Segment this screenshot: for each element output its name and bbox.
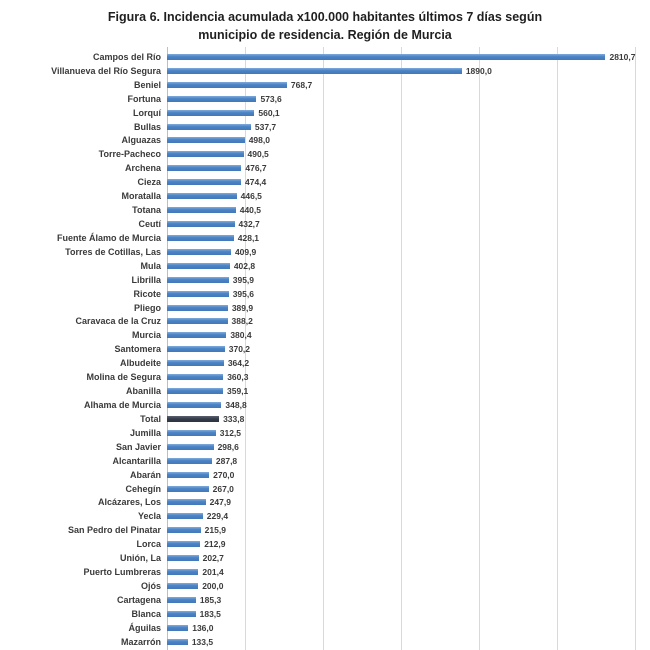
bar-track [167, 64, 650, 78]
value-label: 348,8 [225, 400, 247, 410]
bar-row [0, 621, 650, 635]
category-label: Abanilla [125, 386, 161, 397]
bar-track [167, 245, 650, 259]
bar-row [0, 106, 650, 120]
value-label: 476,7 [245, 163, 267, 174]
value-label: 183,5 [199, 608, 221, 619]
category-label: Mula [140, 260, 161, 271]
bar-track [167, 315, 650, 329]
bar-track [167, 134, 650, 148]
bar-track [167, 496, 650, 510]
bar-row [0, 579, 650, 593]
value-bar [167, 583, 198, 589]
bar-track [167, 607, 650, 621]
bar-row [0, 342, 650, 356]
category-label: Blanca [131, 608, 161, 619]
value-label: 395,9 [232, 274, 255, 285]
category-label: Fuente Álamo de Murcia [56, 232, 161, 243]
value-label: 267,0 [212, 483, 234, 494]
value-bar [167, 110, 254, 116]
value-bar [167, 249, 231, 255]
value-label: 380,4 [230, 330, 252, 341]
value-label: 360,3 [227, 372, 249, 383]
bar-track [167, 384, 650, 398]
bar-track [167, 509, 650, 523]
value-label: 212,9 [204, 539, 226, 550]
value-bar [167, 611, 196, 617]
value-label: 440,5 [239, 205, 261, 216]
category-label: Ceutí [138, 219, 161, 230]
value-label: 185,3 [199, 594, 222, 605]
category-label: Bullas [133, 121, 161, 132]
category-label: San Javier [115, 441, 161, 452]
bar-track [167, 120, 650, 134]
value-bar [167, 263, 230, 269]
category-label: Alhama de Murcia [83, 400, 161, 410]
category-label: Mazarrón [120, 636, 161, 647]
bar-track [167, 551, 650, 565]
value-bar [167, 221, 235, 227]
value-label: 287,8 [215, 455, 238, 466]
bar-row [0, 245, 650, 259]
value-label: 1890,0 [465, 65, 492, 76]
value-label: 312,5 [219, 427, 242, 438]
bar-row [0, 161, 650, 175]
value-bar [167, 54, 605, 60]
value-label: 133,5 [191, 636, 214, 647]
bar-row [0, 301, 650, 315]
bar-row [0, 440, 650, 454]
bar-row [0, 189, 650, 203]
value-label: 537,7 [254, 121, 277, 132]
value-bar [167, 374, 223, 380]
category-label: Yecla [137, 511, 161, 522]
value-bar [167, 277, 229, 283]
value-bar [167, 486, 209, 492]
bar-row [0, 78, 650, 92]
value-bar [167, 235, 234, 241]
bar-row [0, 120, 650, 134]
bar-row [0, 175, 650, 189]
bar-row [0, 147, 650, 161]
value-label: 202,7 [202, 553, 224, 564]
value-label: 247,9 [209, 497, 231, 508]
value-bar [167, 179, 241, 185]
value-bar [167, 82, 287, 88]
bar-track [167, 189, 650, 203]
bar-track [167, 635, 650, 649]
bar-track [167, 454, 650, 468]
bar-track [167, 259, 650, 273]
value-bar [167, 193, 237, 199]
bar-row [0, 231, 650, 245]
bar-row [0, 356, 650, 370]
value-bar [167, 165, 241, 171]
value-bar [167, 499, 206, 505]
value-label: 215,9 [204, 525, 226, 536]
value-label: 402,8 [233, 260, 256, 271]
bar-track [167, 398, 650, 412]
category-label: Murcia [131, 330, 161, 341]
category-label: Moratalla [121, 191, 161, 202]
bar-chart [0, 50, 650, 650]
bar-track [167, 273, 650, 287]
category-label: Villanueva del Río Segura [51, 65, 161, 76]
value-bar [167, 346, 225, 352]
bar-track [167, 342, 650, 356]
bar-row [0, 203, 650, 217]
category-label: Ricote [133, 288, 161, 299]
value-label: 409,9 [234, 246, 257, 257]
category-label: Alguazas [121, 135, 161, 146]
category-label: Pliego [133, 302, 161, 313]
value-bar [167, 124, 251, 130]
bar-track [167, 217, 650, 231]
value-label: 388,2 [231, 316, 253, 327]
bar-track [167, 621, 650, 635]
chart-title-line1: Figura 6. Incidencia acumulada x100.000 habitantes últimos 7 días según [107, 10, 543, 24]
value-label: 136,0 [192, 622, 214, 633]
bar-track [167, 328, 650, 342]
value-label: 560,1 [258, 107, 280, 118]
bar-track [167, 203, 650, 217]
value-bar [167, 513, 203, 519]
bar-row [0, 482, 650, 496]
value-bar [167, 458, 212, 464]
value-bar [167, 444, 214, 450]
category-label: Lorca [136, 539, 161, 550]
category-label: Cieza [137, 177, 161, 188]
bar-track [167, 92, 650, 106]
value-bar [167, 318, 228, 324]
value-bar [167, 569, 198, 575]
value-bar [167, 555, 199, 561]
category-label: Abarán [129, 469, 161, 480]
category-label: Archena [124, 163, 161, 174]
value-label: 490,5 [247, 149, 269, 160]
category-label: Santomera [114, 344, 161, 355]
category-label: Cartagena [116, 594, 161, 605]
value-label: 428,1 [237, 232, 260, 243]
value-bar [167, 639, 188, 645]
value-label: 333,8 [223, 413, 245, 424]
bar-rows [0, 50, 650, 649]
value-bar [167, 402, 221, 408]
value-bar [167, 472, 209, 478]
bar-row [0, 454, 650, 468]
category-label: Torres de Cotillas, Las [65, 246, 161, 257]
bar-row [0, 565, 650, 579]
category-label: Molina de Segura [86, 372, 161, 383]
category-label: Albudeite [119, 358, 161, 369]
value-label: 359,1 [227, 386, 249, 397]
bar-track [167, 468, 650, 482]
bar-track [167, 440, 650, 454]
category-label: Fortuna [127, 93, 161, 104]
value-label: 229,4 [206, 511, 229, 522]
category-label: Total [140, 413, 161, 424]
bar-row [0, 551, 650, 565]
value-bar [167, 305, 228, 311]
bar-row [0, 259, 650, 273]
category-label: Puerto Lumbreras [83, 567, 161, 578]
bar-row [0, 134, 650, 148]
category-label: Unión, La [120, 553, 161, 564]
bar-row [0, 593, 650, 607]
value-bar [167, 625, 188, 631]
category-label: Ojós [140, 580, 161, 591]
bar-row [0, 412, 650, 426]
value-bar [167, 68, 462, 74]
bar-row [0, 523, 650, 537]
bar-track [167, 482, 650, 496]
value-bar [167, 388, 223, 394]
value-label: 2810,7 [609, 51, 636, 62]
bar-track [167, 356, 650, 370]
bar-track [167, 106, 650, 120]
bar-row [0, 468, 650, 482]
bar-row [0, 64, 650, 78]
value-bar [167, 291, 229, 297]
bar-track [167, 426, 650, 440]
bar-row [0, 50, 650, 64]
bar-row [0, 537, 650, 551]
bar-track [167, 537, 650, 551]
bar-track [167, 175, 650, 189]
bar-track [167, 523, 650, 537]
category-label: Torre-Pacheco [98, 149, 161, 160]
bar-row [0, 92, 650, 106]
value-label: 498,0 [248, 135, 270, 146]
value-label: 200,0 [202, 580, 224, 591]
value-bar [167, 527, 201, 533]
bar-track [167, 231, 650, 245]
bar-row [0, 287, 650, 301]
value-bar [167, 541, 200, 547]
bar-row [0, 635, 650, 649]
value-label: 395,6 [232, 288, 254, 299]
bar-row [0, 607, 650, 621]
bar-row [0, 509, 650, 523]
bar-row [0, 328, 650, 342]
category-label: Lorquí [133, 107, 161, 118]
value-label: 298,6 [217, 441, 239, 452]
value-bar [167, 430, 216, 436]
value-label: 364,2 [227, 358, 250, 369]
value-label: 768,7 [290, 79, 313, 90]
bar-row [0, 273, 650, 287]
bar-row [0, 426, 650, 440]
value-label: 432,7 [238, 219, 260, 230]
value-bar [167, 151, 244, 157]
category-label: Alcantarilla [112, 455, 161, 466]
bar-row [0, 496, 650, 510]
value-bar [167, 597, 196, 603]
bar-track [167, 78, 650, 92]
bar-track [167, 593, 650, 607]
bar-track [167, 370, 650, 384]
bar-track [167, 301, 650, 315]
bar-row [0, 398, 650, 412]
total-bar [167, 416, 219, 422]
value-label: 474,4 [245, 177, 267, 188]
value-bar [167, 332, 226, 338]
bar-track [167, 50, 650, 64]
value-label: 270,0 [213, 469, 235, 480]
value-label: 370,2 [228, 344, 251, 355]
category-label: Alcázares, Los [97, 497, 161, 508]
bar-track [167, 565, 650, 579]
bar-track [167, 161, 650, 175]
bar-row [0, 315, 650, 329]
value-bar [167, 96, 256, 102]
value-label: 573,6 [260, 93, 282, 104]
value-bar [167, 360, 224, 366]
bar-track [167, 287, 650, 301]
bar-row [0, 370, 650, 384]
bar-row [0, 217, 650, 231]
category-label: Totana [132, 205, 161, 216]
value-bar [167, 207, 236, 213]
category-label: Caravaca de la Cruz [75, 316, 161, 327]
value-label: 201,4 [202, 567, 224, 578]
category-label: San Pedro del Pinatar [67, 525, 161, 536]
chart-title [0, 8, 650, 44]
category-label: Campos del Río [92, 51, 161, 62]
bar-track [167, 412, 650, 426]
value-label: 389,9 [231, 302, 254, 313]
category-label: Cehegín [125, 483, 161, 494]
category-label: Jumilla [129, 427, 161, 438]
category-label: Águilas [128, 622, 161, 633]
bar-row [0, 384, 650, 398]
category-label: Beniel [133, 79, 161, 90]
bar-track [167, 147, 650, 161]
value-label: 446,5 [240, 191, 262, 202]
bar-track [167, 579, 650, 593]
chart-title-line2: municipio de residencia. Región de Murcia [198, 28, 452, 42]
category-label: Librilla [131, 274, 161, 285]
value-bar [167, 137, 245, 143]
